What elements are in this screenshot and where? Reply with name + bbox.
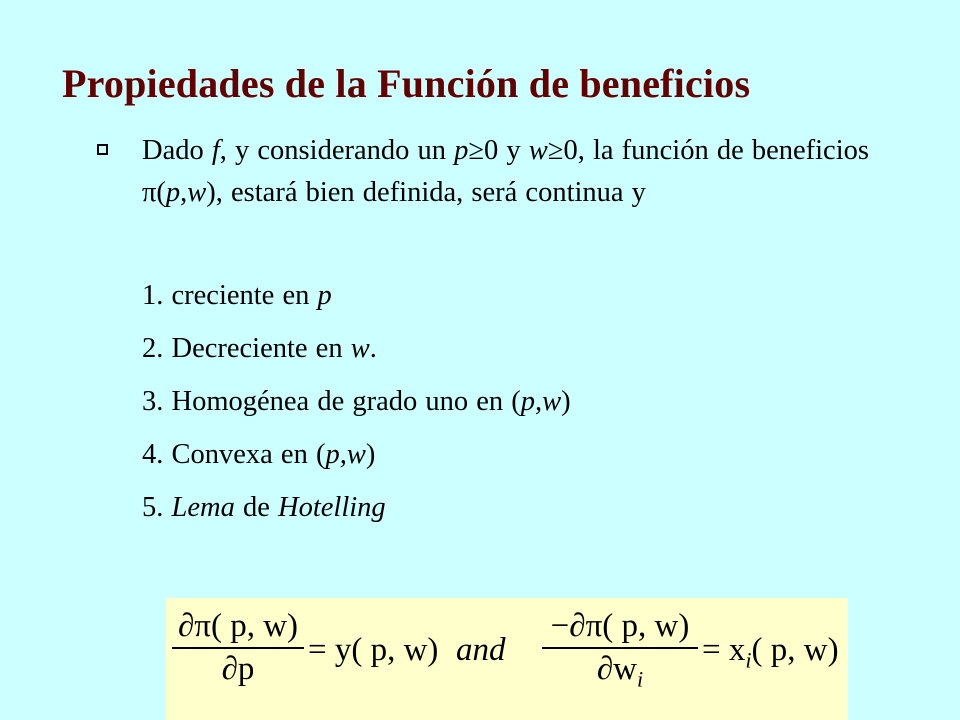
- intro-paragraph: [142, 130, 882, 214]
- intro-text: Dado: [142, 135, 212, 166]
- item-var: p,w: [520, 386, 562, 417]
- fraction-numerator: ∂π( p, w): [177, 608, 299, 644]
- item-number: 4.: [142, 439, 172, 470]
- var-w: w: [528, 135, 548, 166]
- intro-text: ), estará bien definida, será continua y: [206, 177, 646, 208]
- item-text: Decreciente en: [171, 333, 351, 364]
- eq-subscript: i: [745, 647, 752, 673]
- intro-text: ,: [180, 177, 188, 208]
- eq-text: = x: [702, 632, 746, 668]
- item-text: Homogénea de grado uno en (: [171, 386, 521, 417]
- square-bullet-icon: [97, 144, 108, 155]
- item-var: w: [350, 333, 370, 364]
- intro-text: (: [156, 177, 166, 208]
- fraction-bar: [542, 647, 698, 649]
- intro-text: 0, la función de beneficios: [563, 135, 869, 166]
- item-number: 1.: [142, 280, 172, 311]
- fraction-neg-dpi-dw: [542, 608, 698, 693]
- item-lema: Lema: [171, 492, 235, 523]
- fraction-denominator: [542, 651, 698, 693]
- fraction-bar: [172, 647, 304, 649]
- item-number: 3.: [142, 386, 172, 417]
- equals-xi: [702, 632, 839, 674]
- geq-symbol: ≥: [468, 135, 485, 166]
- property-item-4: [142, 437, 375, 473]
- item-tail: .: [369, 333, 377, 364]
- intro-text: , y considerando un: [219, 135, 455, 166]
- property-item-3: [142, 384, 571, 420]
- item-var: p: [317, 280, 332, 311]
- item-text: de: [234, 492, 278, 523]
- property-item-2: [142, 331, 377, 367]
- item-hotelling: Hotelling: [278, 492, 386, 523]
- item-tail: ): [561, 386, 571, 417]
- item-var: p,w: [325, 439, 366, 470]
- slide-title: Propiedades de la Función de beneficios: [62, 61, 751, 106]
- var-p: p: [454, 135, 469, 166]
- var-p: p: [165, 177, 181, 208]
- equals-y: = y( p, w): [308, 632, 439, 668]
- den-subscript: i: [637, 666, 644, 692]
- hotelling-formula-box: [166, 598, 848, 720]
- pi-symbol: π: [142, 177, 157, 208]
- property-item-1: [142, 278, 332, 314]
- var-w: w: [187, 177, 207, 208]
- item-text: creciente en: [171, 280, 318, 311]
- item-text: Convexa en (: [171, 439, 326, 470]
- property-item-5: [142, 490, 386, 526]
- var-f: f: [211, 135, 220, 166]
- hotelling-formula: [166, 598, 848, 720]
- and-word: and: [456, 632, 506, 668]
- geq-symbol: ≥: [547, 135, 564, 166]
- item-number: 2.: [142, 333, 172, 364]
- den-text: ∂w: [596, 651, 637, 687]
- intro-text: 0 y: [484, 135, 529, 166]
- fraction-denominator: ∂p: [221, 651, 255, 687]
- item-tail: ): [365, 439, 376, 470]
- eq-text: ( p, w): [751, 632, 839, 668]
- item-number: 5.: [142, 492, 172, 523]
- fraction-numerator: −∂π( p, w): [550, 608, 690, 644]
- fraction-dpi-dp: [172, 608, 304, 688]
